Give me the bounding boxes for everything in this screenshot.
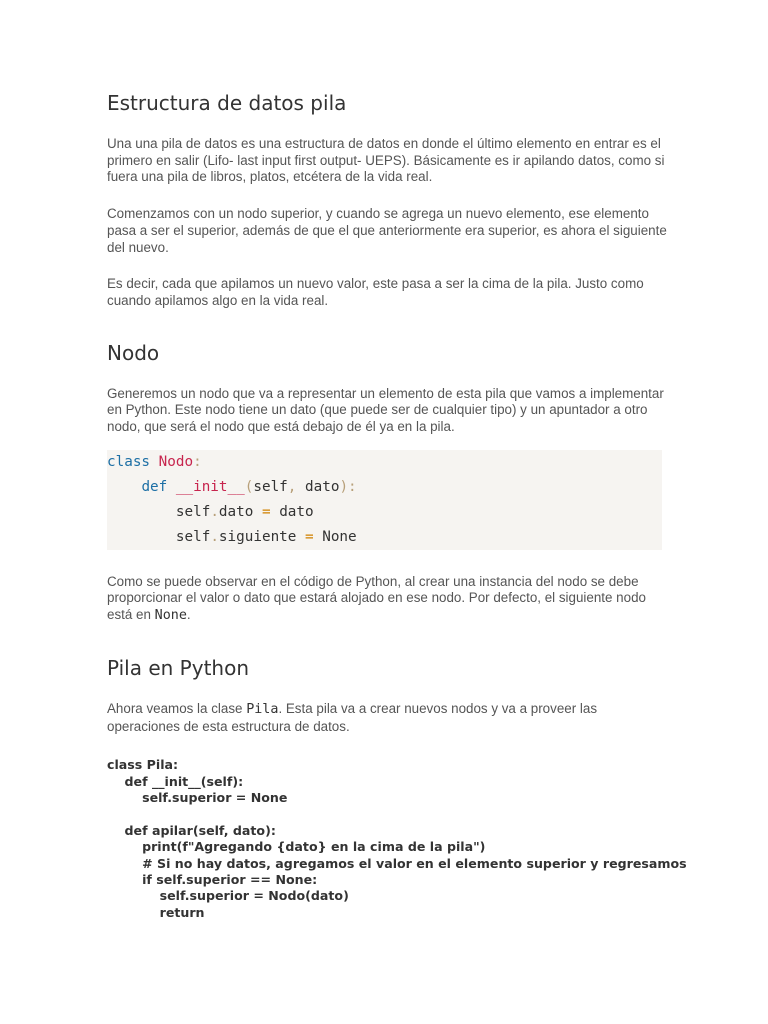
code-line: self.siguiente = None: [175, 528, 357, 545]
heading-pila-python: Pila en Python: [107, 655, 250, 680]
inline-code-pila: Pila: [246, 701, 279, 717]
article-content: [107, 88, 687, 921]
paragraph-intro: Una una pila de datos es una estructura de datos en donde el último elemento en entrar es el primero en salir (Lifo- last input first output- UEPS). Básicamente es ir apilando datos, como si fuera una pila de libros, platos, etcétera de la vida real.: [107, 136, 665, 185]
code-line: self.dato = dato: [175, 503, 314, 520]
paragraph-pila-desc: Ahora veamos la clase Pila. Esta pila va a crear nuevos nodos y va a proveer las operaciones de esta estructura de datos.: [107, 700, 598, 734]
code-line: class Pila:: [107, 757, 179, 773]
code-line: self.superior = Nodo(dato): [107, 888, 349, 904]
code-line: if self.superior == None:: [107, 871, 318, 887]
code-line: def apilar(self, dato):: [107, 822, 276, 838]
code-block-pila: [107, 757, 687, 921]
heading-nodo: Nodo: [107, 340, 160, 365]
paragraph-nodo-desc: Generemos un nodo que va a representar un elemento de esta pila que vamos a implementar en Python. Este nodo tiene un dato (que puede ser de cualquier tipo) y un apuntador a otro nodo, que será el nodo que está debajo de él ya en la pila.: [107, 385, 664, 435]
code-blank-line: [107, 806, 667, 822]
inline-code-none: None: [154, 608, 187, 624]
paragraph-nodo-explicacion: Como se puede observar en el código de Python, al crear una instancia del nodo se debe proporcionar el valor o dato que estará alojado en ese nodo. Por defecto, el siguiente nodo está en None.: [107, 573, 646, 624]
code-block-nodo: [107, 450, 662, 550]
code-line: # Si no hay datos, agregamos el valor en el elemento superior y regresamos: [107, 855, 687, 871]
code-line: self.superior = None: [107, 790, 288, 806]
code-line: def __init__(self):: [107, 773, 244, 789]
code-line: return: [107, 904, 205, 920]
heading-estructura: Estructura de datos pila: [107, 91, 347, 115]
code-line: def __init__(self, dato):: [141, 478, 357, 495]
paragraph-nodo-superior: Comenzamos con un nodo superior, y cuando se agrega un nuevo elemento, ese elemento pasa a ser el superior, además de que el que anteriormente era superior, es ahora el siguiente del nuevo.: [107, 206, 667, 255]
paragraph-cima: Es decir, cada que apilamos un nuevo valor, este pasa a ser la cima de la pila. Justo como cuando apilamos algo en la vida real.: [107, 276, 644, 308]
code-line: class Nodo:: [107, 453, 202, 470]
code-line: print(f"Agregando {dato} en la cima de la pila"): [107, 839, 486, 855]
